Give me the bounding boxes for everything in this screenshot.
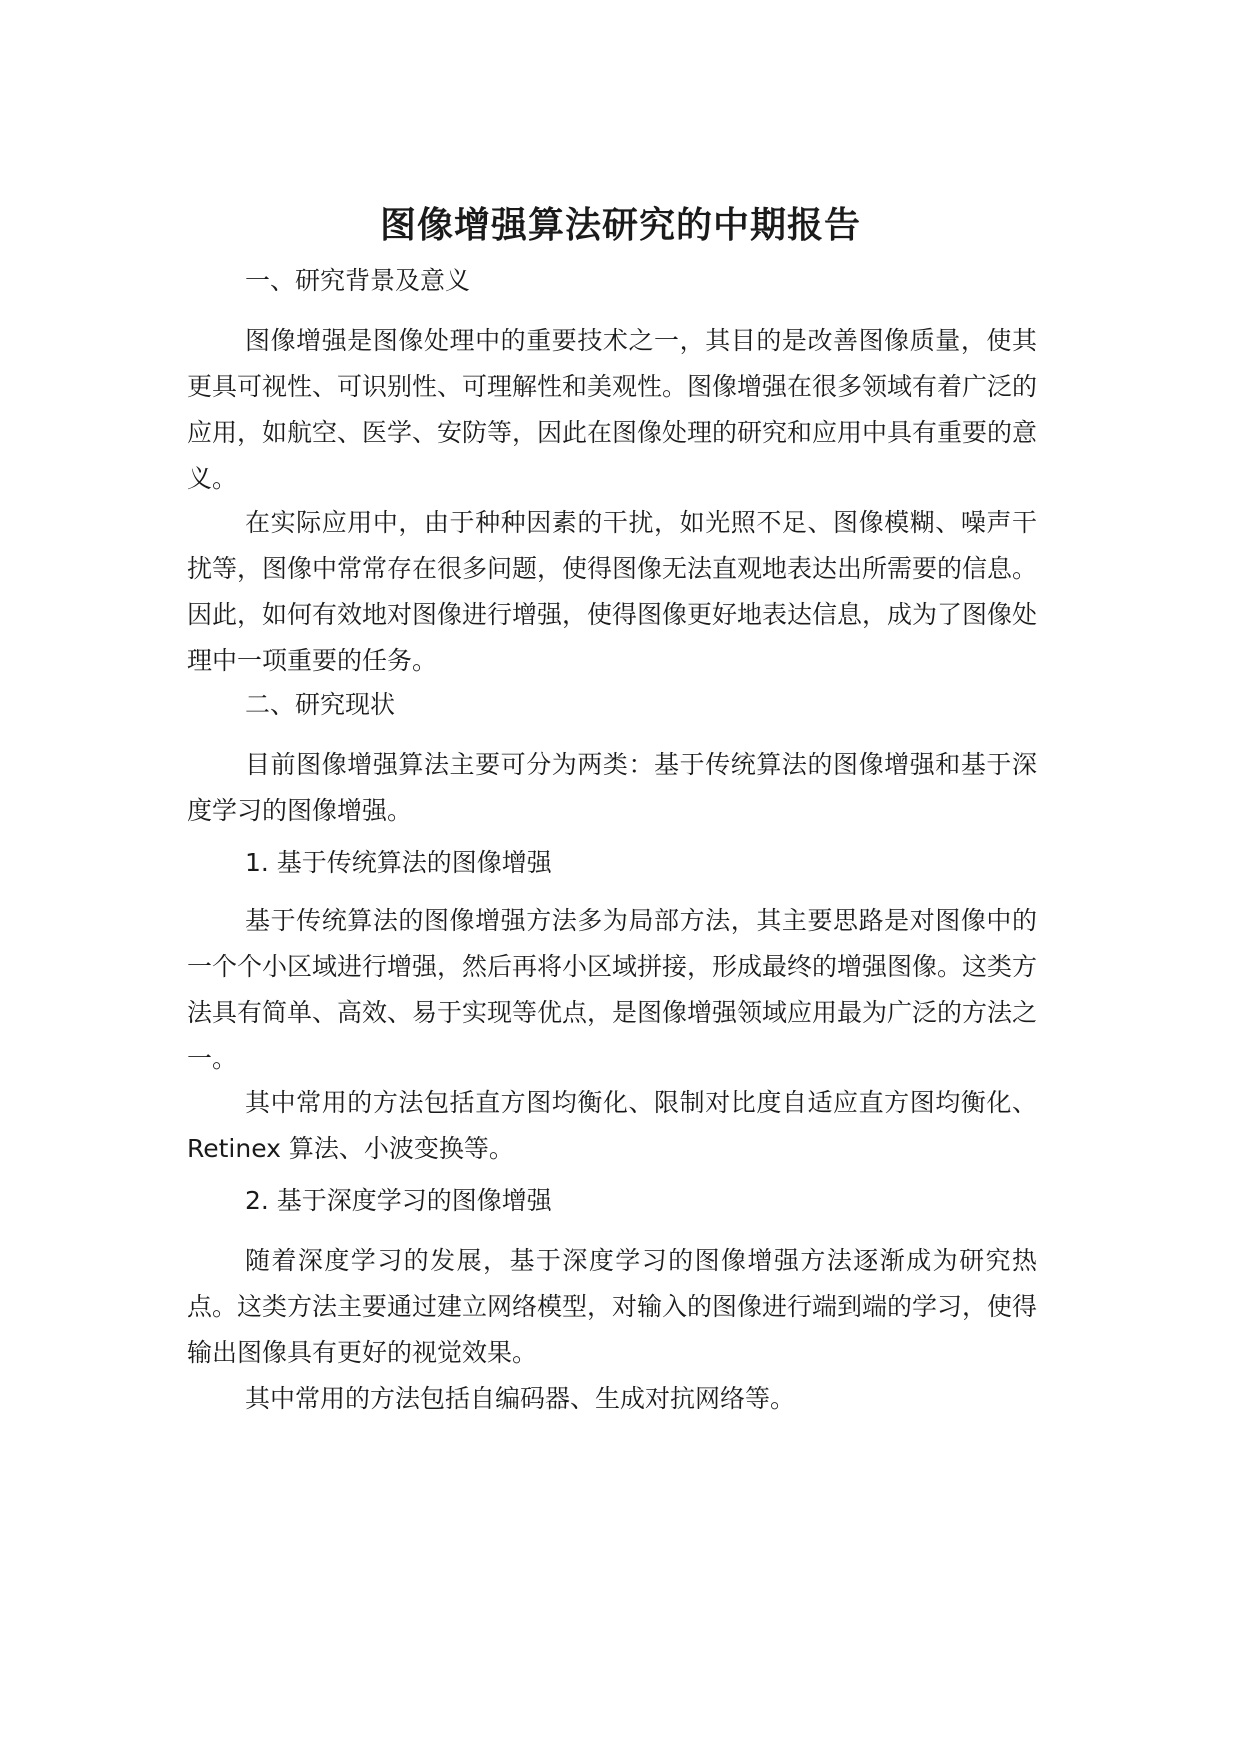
paragraph-traditional-1: 基于传统算法的图像增强方法多为局部方法，其主要思路是对图像中的一个个小区域进行增强，然后再将小区域拼接，形成最终的增强图像。这类方法具有简单、高效、易于实现等优点，是图像增强领域应用最为广泛的方法之一。 [187,906,1038,1073]
paragraph-background-2: 在实际应用中，由于种种因素的干扰，如光照不足、图像模糊、噪声干扰等，图像中常常存在很多问题，使得图像无法直观地表达出所需要的信息。因此，如何有效地对图像进行增强，使得图像更好地表达信息，成为了图像处理中一项重要的任务。 [187,508,1038,675]
section-heading-background: 一、研究背景及意义 [245,266,471,295]
paragraph-deep-learning-2: 其中常用的方法包括自编码器、生成对抗网络等。 [245,1384,796,1413]
paragraph-background-1: 图像增强是图像处理中的重要技术之一，其目的是改善图像质量，使其更具可视性、可识别性、可理解性和美观性。图像增强在很多领域有着广泛的应用，如航空、医学、安防等，因此在图像处理的研究和应用中具有重要的意义。 [187,326,1038,493]
page-title: 图像增强算法研究的中期报告 [379,205,861,247]
subsection-heading-traditional: 1. 基于传统算法的图像增强 [245,848,552,877]
paragraph-deep-learning-1: 随着深度学习的发展，基于深度学习的图像增强方法逐渐成为研究热点。这类方法主要通过建立网络模型，对输入的图像进行端到端的学习，使得输出图像具有更好的视觉效果。 [187,1246,1038,1367]
paragraph-status-overview: 目前图像增强算法主要可分为两类：基于传统算法的图像增强和基于深度学习的图像增强。 [187,750,1037,825]
paragraph-traditional-2: 其中常用的方法包括直方图均衡化、限制对比度自适应直方图均衡化、 Retinex 算法、小波变换等。 [187,1088,1037,1163]
section-heading-status: 二、研究现状 [245,690,396,719]
subsection-heading-deep-learning: 2. 基于深度学习的图像增强 [245,1186,552,1215]
